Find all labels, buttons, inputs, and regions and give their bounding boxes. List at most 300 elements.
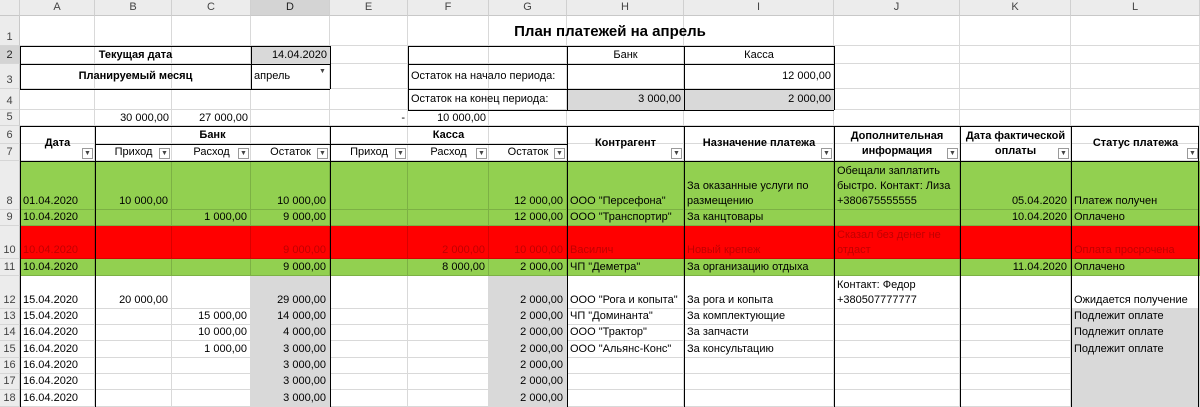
row-date[interactable]: [20, 325, 95, 341]
border-line: [960, 126, 961, 407]
grid-cell: [20, 110, 95, 126]
header-bank-group: [95, 126, 330, 144]
filter-dropdown-icon[interactable]: ▼: [671, 148, 682, 159]
bank-expense[interactable]: [172, 390, 251, 407]
column-header-a[interactable]: A: [20, 0, 95, 16]
grid-cell: [489, 110, 567, 126]
cash-income[interactable]: [330, 161, 408, 210]
row-date[interactable]: [20, 358, 95, 374]
row-date[interactable]: [20, 161, 95, 210]
bank-income[interactable]: [95, 390, 172, 407]
total-cash-expense[interactable]: [408, 110, 489, 126]
grid-cell: [1071, 89, 1200, 110]
total-cash-expense-text: 10 000,00: [437, 111, 486, 124]
bank-income[interactable]: [95, 341, 172, 358]
cash-income[interactable]: [330, 259, 408, 276]
border-line: [567, 126, 568, 407]
bank-balance-text: 10 000,00: [277, 195, 326, 207]
filter-dropdown-icon[interactable]: ▼: [821, 148, 832, 159]
column-header-b[interactable]: B: [95, 0, 172, 16]
header-counterparty-text: Контрагент: [594, 137, 657, 149]
bank-expense-text: 15 000,00: [198, 310, 247, 322]
status-text: Подлежит оплате: [1074, 343, 1164, 355]
cash-balance[interactable]: [489, 374, 567, 390]
row-header-14[interactable]: 14: [0, 325, 20, 341]
cash-income[interactable]: [330, 226, 408, 259]
bank-expense[interactable]: [172, 259, 251, 276]
purpose[interactable]: [684, 390, 834, 407]
bank-balance-text: 3 000,00: [283, 343, 326, 355]
bank-balance[interactable]: [251, 358, 330, 374]
cash-balance[interactable]: [489, 309, 567, 325]
bank-expense-text: 1 000,00: [204, 211, 247, 223]
bank-income[interactable]: [95, 358, 172, 374]
row-date[interactable]: [20, 226, 95, 259]
row-date-text: 16.04.2020: [23, 375, 79, 387]
counterparty[interactable]: [567, 259, 684, 276]
extra-info[interactable]: [834, 341, 960, 358]
row-date[interactable]: [20, 259, 95, 276]
select-all-corner[interactable]: [0, 0, 20, 16]
grid-cell: [834, 89, 960, 110]
start-balance-bank[interactable]: [567, 64, 684, 89]
actual-date[interactable]: [960, 226, 1071, 259]
border-line: [567, 46, 568, 110]
grid-cell: [960, 89, 1071, 110]
row-header-7[interactable]: 7: [0, 144, 20, 161]
actual-date[interactable]: [960, 390, 1071, 407]
border-line: [408, 46, 409, 110]
status-text: Оплачено: [1074, 211, 1125, 223]
border-line: [95, 126, 96, 407]
actual-date[interactable]: [960, 325, 1071, 341]
summary-cash-header-text: Касса: [744, 48, 774, 61]
row-header-18[interactable]: 18: [0, 390, 20, 407]
header-expense-text: Расход: [193, 146, 230, 158]
filter-dropdown-icon[interactable]: ▼: [317, 148, 328, 159]
column-header-f[interactable]: F: [408, 0, 489, 16]
bank-expense[interactable]: [172, 358, 251, 374]
grid-cell: [960, 64, 1071, 89]
cash-expense-text: 2 000,00: [442, 244, 485, 256]
grid-cell: [330, 46, 408, 64]
filter-dropdown-icon[interactable]: ▼: [554, 148, 565, 159]
status[interactable]: [1071, 390, 1200, 407]
column-header-k[interactable]: K: [960, 0, 1071, 16]
counterparty[interactable]: [567, 276, 684, 309]
row-date[interactable]: [20, 390, 95, 407]
purpose[interactable]: [684, 226, 834, 259]
row-header-13[interactable]: 13: [0, 309, 20, 325]
total-bank-expense[interactable]: [172, 110, 251, 126]
extra-info[interactable]: [834, 374, 960, 390]
bank-income[interactable]: [95, 259, 172, 276]
row-header-9[interactable]: 9: [0, 210, 20, 226]
cash-balance-text: 2 000,00: [520, 310, 563, 322]
status[interactable]: [1071, 276, 1200, 309]
grid-cell: [251, 89, 330, 110]
cash-balance[interactable]: [489, 325, 567, 341]
border-line: [684, 46, 685, 110]
extra-info-text: Сказал без денег не отдаст: [837, 229, 941, 256]
bank-income[interactable]: [95, 309, 172, 325]
cash-income[interactable]: [330, 325, 408, 341]
bank-expense[interactable]: [172, 161, 251, 210]
bank-income-text: 10 000,00: [119, 195, 168, 207]
bank-balance-text: 9 000,00: [283, 261, 326, 273]
filter-dropdown-icon[interactable]: ▼: [1058, 148, 1069, 159]
status-text: Подлежит оплате: [1074, 310, 1164, 322]
actual-date[interactable]: [960, 210, 1071, 226]
total-cash-income[interactable]: [330, 110, 408, 126]
purpose[interactable]: [684, 259, 834, 276]
grid-cell: [960, 46, 1071, 64]
filter-dropdown-icon[interactable]: ▼: [159, 148, 170, 159]
extra-info[interactable]: [834, 259, 960, 276]
bank-expense[interactable]: [172, 226, 251, 259]
border-line: [330, 126, 331, 407]
row-date[interactable]: [20, 276, 95, 309]
status[interactable]: [1071, 161, 1200, 210]
cash-expense[interactable]: [408, 374, 489, 390]
row-header-1[interactable]: 1: [0, 16, 20, 46]
column-header-i[interactable]: I: [684, 0, 834, 16]
filter-dropdown-icon[interactable]: ▼: [238, 148, 249, 159]
bank-balance-text: 3 000,00: [283, 375, 326, 387]
bank-income[interactable]: [95, 325, 172, 341]
status[interactable]: [1071, 374, 1200, 390]
cash-expense[interactable]: [408, 309, 489, 325]
actual-date[interactable]: [960, 259, 1071, 276]
row-date[interactable]: [20, 210, 95, 226]
cash-expense[interactable]: [408, 325, 489, 341]
cash-expense[interactable]: [408, 259, 489, 276]
row-header-3[interactable]: 3: [0, 64, 20, 89]
cash-expense[interactable]: [408, 341, 489, 358]
header-extra-info-text: Дополнительная информация: [850, 129, 944, 157]
bank-balance[interactable]: [251, 276, 330, 309]
cash-balance[interactable]: [489, 259, 567, 276]
cash-balance[interactable]: [489, 358, 567, 374]
bank-income[interactable]: [95, 276, 172, 309]
end-balance-cash[interactable]: [684, 89, 834, 110]
grid-cell: [684, 110, 834, 126]
bank-income[interactable]: [95, 226, 172, 259]
row-header-8[interactable]: 8: [0, 161, 20, 210]
counterparty[interactable]: [567, 390, 684, 407]
current-date-value-text: 14.04.2020: [271, 48, 327, 61]
bank-expense[interactable]: [172, 309, 251, 325]
filter-dropdown-icon[interactable]: ▼: [1187, 148, 1198, 159]
total-bank-expense-text: 27 000,00: [199, 111, 248, 124]
actual-date[interactable]: [960, 309, 1071, 325]
grid-cell: [95, 89, 172, 110]
actual-date-text: 05.04.2020: [1011, 195, 1067, 207]
header-status-text: Статус платежа: [1092, 137, 1179, 149]
counterparty[interactable]: [567, 358, 684, 374]
counterparty-text: ООО "Трактор": [570, 326, 647, 338]
row-header-2[interactable]: 2: [0, 46, 20, 64]
cash-income[interactable]: [330, 276, 408, 309]
grid-cell: [172, 89, 251, 110]
row-header-16[interactable]: 16: [0, 358, 20, 374]
purpose-text: За комплектующие: [687, 310, 786, 322]
bank-balance[interactable]: [251, 309, 330, 325]
bank-balance[interactable]: [251, 210, 330, 226]
planned-month-label: [20, 64, 251, 89]
planned-month-label-text: Планируемый месяц: [78, 70, 193, 82]
start-balance-label: [408, 64, 567, 89]
row-date-text: 10.04.2020: [23, 244, 79, 256]
row-header-10[interactable]: 10: [0, 226, 20, 259]
grid-cell: [834, 110, 960, 126]
bank-expense[interactable]: [172, 276, 251, 309]
border-line: [1198, 126, 1199, 407]
counterparty[interactable]: [567, 341, 684, 358]
counterparty-text: ЧП "Доминанта": [570, 310, 653, 322]
filter-dropdown-icon[interactable]: ▼: [947, 148, 958, 159]
status[interactable]: [1071, 259, 1200, 276]
counterparty[interactable]: [567, 226, 684, 259]
summary-bank-header-text: Банк: [613, 48, 638, 61]
extra-info[interactable]: [834, 210, 960, 226]
actual-date[interactable]: [960, 358, 1071, 374]
bank-balance[interactable]: [251, 390, 330, 407]
row-header-5[interactable]: 5: [0, 110, 20, 126]
cash-balance[interactable]: [489, 390, 567, 407]
summary-cash-header: [684, 46, 834, 64]
extra-info[interactable]: [834, 390, 960, 407]
bank-balance-text: 29 000,00: [277, 294, 326, 306]
row-header-4[interactable]: 4: [0, 89, 20, 110]
cash-income[interactable]: [330, 341, 408, 358]
row-date[interactable]: [20, 374, 95, 390]
purpose[interactable]: [684, 161, 834, 210]
counterparty-text: ООО "Персефона": [570, 195, 666, 207]
bank-income[interactable]: [95, 161, 172, 210]
header-date-text: Дата: [44, 137, 71, 149]
row-date[interactable]: [20, 309, 95, 325]
purpose[interactable]: [684, 325, 834, 341]
extra-info-text: Обещали заплатить быстро. Контакт: Лиза +380675555555: [837, 165, 951, 207]
cash-balance-text: 2 000,00: [520, 261, 563, 273]
cash-balance-text: 2 000,00: [520, 359, 563, 371]
purpose[interactable]: [684, 358, 834, 374]
bank-balance[interactable]: [251, 259, 330, 276]
row-header-11[interactable]: 11: [0, 259, 20, 276]
total-bank-income[interactable]: [95, 110, 172, 126]
border-line: [20, 161, 1198, 162]
bank-expense[interactable]: [172, 325, 251, 341]
column-header-e[interactable]: E: [330, 0, 408, 16]
cash-expense-text: 8 000,00: [442, 261, 485, 273]
cash-balance[interactable]: [489, 226, 567, 259]
extra-info[interactable]: [834, 161, 960, 210]
actual-date[interactable]: [960, 276, 1071, 309]
cash-expense[interactable]: [408, 161, 489, 210]
counterparty-text: ЧП "Деметра": [570, 261, 641, 273]
column-header-l[interactable]: L: [1071, 0, 1200, 16]
extra-info[interactable]: [834, 226, 960, 259]
row-date-text: 10.04.2020: [23, 261, 79, 273]
counterparty[interactable]: [567, 309, 684, 325]
extra-info[interactable]: [834, 309, 960, 325]
counterparty[interactable]: [567, 325, 684, 341]
cash-balance-text: 2 000,00: [520, 326, 563, 338]
purpose-text: За канцтовары: [687, 211, 764, 223]
row-header-17[interactable]: 17: [0, 374, 20, 390]
cash-expense[interactable]: [408, 276, 489, 309]
column-header-c[interactable]: C: [172, 0, 251, 16]
end-balance-label: [408, 89, 567, 110]
status[interactable]: [1071, 358, 1200, 374]
bank-income[interactable]: [95, 374, 172, 390]
current-date-value[interactable]: [251, 46, 330, 64]
header-expense-text: Расход: [430, 146, 467, 158]
current-date-label: [20, 46, 251, 64]
header-purpose: [684, 126, 834, 161]
status[interactable]: [1071, 341, 1200, 358]
column-header-h[interactable]: H: [567, 0, 684, 16]
column-header-g[interactable]: G: [489, 0, 567, 16]
row-date-text: 16.04.2020: [23, 392, 79, 404]
column-header-j[interactable]: J: [834, 0, 960, 16]
border-line: [834, 46, 835, 110]
cash-balance[interactable]: [489, 341, 567, 358]
cash-balance-text: 12 000,00: [514, 195, 563, 207]
bank-balance-text: 3 000,00: [283, 392, 326, 404]
bank-income-text: 20 000,00: [119, 294, 168, 306]
header-cash-group-text: Касса: [432, 128, 465, 141]
grid-cell: [408, 46, 489, 64]
extra-info[interactable]: [834, 325, 960, 341]
cash-income[interactable]: [330, 390, 408, 407]
row-header-12[interactable]: 12: [0, 276, 20, 309]
start-balance-cash[interactable]: [684, 64, 834, 89]
bank-expense-text: 1 000,00: [204, 343, 247, 355]
bank-balance[interactable]: [251, 374, 330, 390]
bank-expense[interactable]: [172, 374, 251, 390]
actual-date[interactable]: [960, 341, 1071, 358]
bank-balance[interactable]: [251, 161, 330, 210]
cash-income[interactable]: [330, 210, 408, 226]
end-balance-label-text: Остаток на конец периода:: [411, 93, 549, 105]
row-date-text: 16.04.2020: [23, 343, 79, 355]
border-line: [20, 126, 21, 407]
filter-dropdown-icon[interactable]: ▼: [476, 148, 487, 159]
start-balance-cash-text: 12 000,00: [782, 70, 831, 82]
row-date-text: 10.04.2020: [23, 211, 79, 223]
status[interactable]: [1071, 226, 1200, 259]
total-bank-income-text: 30 000,00: [120, 111, 169, 124]
row-header-15[interactable]: 15: [0, 341, 20, 358]
bank-balance-text: 14 000,00: [277, 310, 326, 322]
header-cash-group: [330, 126, 567, 144]
filter-dropdown-icon[interactable]: ▼: [395, 148, 406, 159]
status[interactable]: [1071, 210, 1200, 226]
cash-income[interactable]: [330, 358, 408, 374]
header-extra-info: [834, 126, 960, 161]
header-status: [1071, 126, 1200, 161]
header-actual-date-text: Дата фактической оплаты: [965, 129, 1066, 157]
bank-balance[interactable]: [251, 341, 330, 358]
bank-balance-text: 4 000,00: [283, 326, 326, 338]
row-date-text: 01.04.2020: [23, 195, 79, 207]
border-line: [20, 46, 330, 47]
grid-cell: [330, 64, 408, 89]
counterparty-text: ООО "Альянс-Конс": [570, 343, 672, 355]
grid-cell: [1071, 64, 1200, 89]
cash-income[interactable]: [330, 374, 408, 390]
cash-balance[interactable]: [489, 210, 567, 226]
header-counterparty: [567, 126, 684, 161]
cash-expense[interactable]: [408, 210, 489, 226]
row-header-6[interactable]: 6: [0, 126, 20, 144]
border-line: [95, 144, 567, 145]
row-date-text: 16.04.2020: [23, 326, 79, 338]
header-bank-group-text: Банк: [199, 128, 226, 141]
bank-balance[interactable]: [251, 325, 330, 341]
status[interactable]: [1071, 309, 1200, 325]
end-balance-cash-text: 2 000,00: [788, 93, 831, 105]
end-balance-bank[interactable]: [567, 89, 684, 110]
counterparty[interactable]: [567, 210, 684, 226]
extra-info[interactable]: [834, 358, 960, 374]
actual-date-text: 11.04.2020: [1012, 261, 1067, 273]
counterparty-text: Василич: [570, 244, 614, 256]
bank-expense[interactable]: [172, 341, 251, 358]
filter-dropdown-icon[interactable]: ▼: [82, 148, 93, 159]
grid-cell: [567, 110, 684, 126]
purpose[interactable]: [684, 276, 834, 309]
purpose[interactable]: [684, 210, 834, 226]
cash-expense[interactable]: [408, 226, 489, 259]
grid-cell: [251, 110, 330, 126]
counterparty[interactable]: [567, 374, 684, 390]
cash-expense[interactable]: [408, 358, 489, 374]
dropdown-arrow-icon[interactable]: ▼: [319, 68, 326, 75]
border-line: [408, 64, 834, 65]
status[interactable]: [1071, 325, 1200, 341]
purpose[interactable]: [684, 341, 834, 358]
border-line: [20, 126, 1198, 127]
extra-info[interactable]: [834, 276, 960, 309]
purpose[interactable]: [684, 374, 834, 390]
row-date[interactable]: [20, 341, 95, 358]
actual-date[interactable]: [960, 374, 1071, 390]
purpose[interactable]: [684, 309, 834, 325]
end-balance-bank-text: 3 000,00: [638, 93, 681, 105]
cash-income[interactable]: [330, 309, 408, 325]
bank-expense-text: 10 000,00: [198, 326, 247, 338]
bank-balance[interactable]: [251, 226, 330, 259]
border-line: [251, 46, 252, 89]
extra-info-text: Контакт: Федор +380507777777: [837, 279, 917, 306]
bank-income[interactable]: [95, 210, 172, 226]
bank-balance-text: 9 000,00: [283, 244, 326, 256]
header-income-text: Приход: [350, 146, 388, 158]
purpose-text: За рога и копыта: [687, 294, 774, 306]
cash-expense[interactable]: [408, 390, 489, 407]
bank-expense[interactable]: [172, 210, 251, 226]
actual-date[interactable]: [960, 161, 1071, 210]
grid-cell: [489, 46, 567, 64]
column-header-d[interactable]: D: [251, 0, 330, 16]
counterparty[interactable]: [567, 161, 684, 210]
cash-balance[interactable]: [489, 276, 567, 309]
cash-balance[interactable]: [489, 161, 567, 210]
row-date-text: 15.04.2020: [23, 310, 79, 322]
